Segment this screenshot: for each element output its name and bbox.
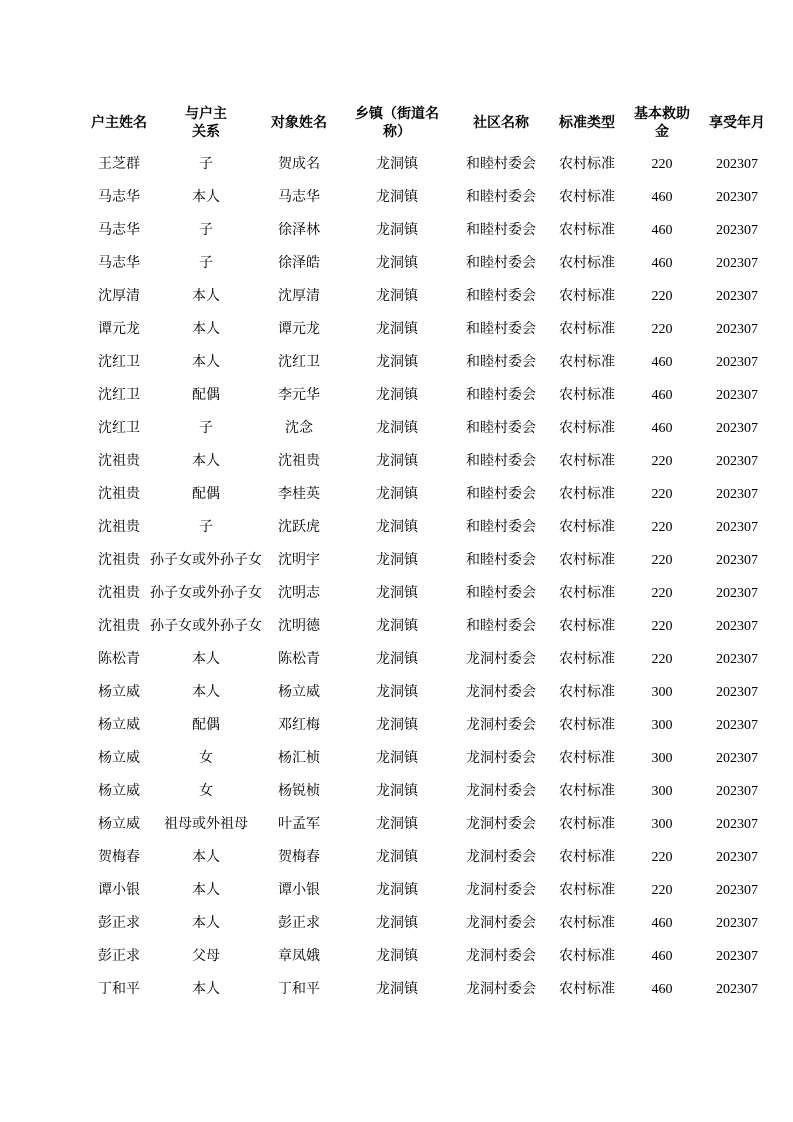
cell-period: 202307 [716,784,758,799]
cell-community: 和睦村委会 [466,289,536,304]
cell-relationship [150,544,262,577]
table-row [88,379,780,412]
relationship-text: 子 [199,421,213,436]
cell-relationship [150,346,262,379]
cell-member_name: 杨锐桢 [278,784,320,799]
table-header [88,99,780,148]
cell-relationship [150,742,262,775]
cell-basic_amount: 460 [651,256,673,271]
cell-relationship [150,511,262,544]
relationship-text: 本人 [192,652,220,667]
cell-period: 202307 [716,322,758,337]
cell-relationship [150,148,262,181]
cell-period: 202307 [716,190,758,205]
cell-basic_amount: 460 [651,982,673,997]
cell-community: 和睦村委会 [466,256,536,271]
cell-community: 和睦村委会 [466,322,536,337]
cell-township: 龙洞镇 [376,619,418,634]
table-row [88,907,780,940]
cell-household_head: 杨立威 [98,685,140,700]
cell-basic_amount: 220 [651,454,673,469]
cell-relationship [150,643,262,676]
cell-community: 和睦村委会 [466,454,536,469]
cell-relationship [150,874,262,907]
cell-member_name: 徐泽皓 [278,256,320,271]
cell-township: 龙洞镇 [376,718,418,733]
cell-standard_type: 农村标准 [559,322,615,337]
cell-township: 龙洞镇 [376,586,418,601]
relationship-text: 孙子女或外孙子女 [150,553,262,568]
relationship-text: 本人 [192,289,220,304]
cell-period: 202307 [716,454,758,469]
cell-standard_type: 农村标准 [559,850,615,865]
relationship-text: 本人 [192,454,220,469]
cell-period: 202307 [716,388,758,403]
table-row [88,346,780,379]
cell-relationship [150,841,262,874]
cell-period: 202307 [716,718,758,733]
table-header-row [88,99,780,148]
cell-household_head: 谭元龙 [98,322,140,337]
cell-standard_type: 农村标准 [559,223,615,238]
cell-community: 和睦村委会 [466,421,536,436]
table-row [88,940,780,973]
cell-relationship [150,313,262,346]
cell-standard_type: 农村标准 [559,652,615,667]
column-header-household_head: 户主姓名 [91,115,147,131]
cell-standard_type: 农村标准 [559,586,615,601]
cell-household_head: 陈松青 [98,652,140,667]
cell-basic_amount: 220 [651,850,673,865]
cell-member_name: 沈祖贵 [278,454,320,469]
cell-household_head: 沈祖贵 [98,586,140,601]
cell-member_name: 沈明德 [278,619,320,634]
relationship-text: 本人 [192,850,220,865]
cell-standard_type: 农村标准 [559,784,615,799]
table-row [88,874,780,907]
cell-township: 龙洞镇 [376,916,418,931]
cell-basic_amount: 220 [651,652,673,667]
cell-household_head: 杨立威 [98,751,140,766]
cell-period: 202307 [716,586,758,601]
column-header-period: 享受年月 [709,115,765,131]
cell-period: 202307 [716,223,758,238]
cell-household_head: 彭正求 [98,916,140,931]
cell-basic_amount: 220 [651,322,673,337]
cell-community: 和睦村委会 [466,388,536,403]
table-row [88,808,780,841]
cell-township: 龙洞镇 [376,223,418,238]
cell-period: 202307 [716,421,758,436]
cell-standard_type: 农村标准 [559,982,615,997]
cell-member_name: 陈松青 [278,652,320,667]
cell-basic_amount: 300 [651,685,673,700]
cell-period: 202307 [716,619,758,634]
cell-household_head: 杨立威 [98,817,140,832]
cell-member_name: 马志华 [278,190,320,205]
cell-household_head: 贺梅春 [98,850,140,865]
cell-township: 龙洞镇 [376,982,418,997]
cell-township: 龙洞镇 [376,949,418,964]
relationship-text: 本人 [192,190,220,205]
cell-member_name: 沈跃虎 [278,520,320,535]
cell-period: 202307 [716,751,758,766]
cell-standard_type: 农村标准 [559,685,615,700]
cell-community: 龙洞村委会 [466,949,536,964]
cell-member_name: 沈红卫 [278,355,320,370]
table-row [88,313,780,346]
cell-basic_amount: 460 [651,223,673,238]
cell-relationship [150,808,262,841]
cell-household_head: 王芝群 [98,157,140,172]
column-header-township: 乡镇（街道名 称） [355,106,439,140]
relationship-text: 本人 [192,883,220,898]
relationship-text: 孙子女或外孙子女 [150,619,262,634]
relationship-text: 父母 [192,949,220,964]
cell-member_name: 李桂英 [278,487,320,502]
cell-period: 202307 [716,520,758,535]
cell-member_name: 谭小银 [278,883,320,898]
cell-relationship [150,412,262,445]
cell-relationship [150,940,262,973]
column-header-standard_type: 标准类型 [559,115,615,131]
cell-township: 龙洞镇 [376,322,418,337]
cell-township: 龙洞镇 [376,388,418,403]
table-row [88,643,780,676]
cell-period: 202307 [716,850,758,865]
cell-township: 龙洞镇 [376,487,418,502]
cell-household_head: 马志华 [98,190,140,205]
cell-township: 龙洞镇 [376,652,418,667]
cell-township: 龙洞镇 [376,157,418,172]
cell-relationship [150,577,262,610]
cell-household_head: 杨立威 [98,718,140,733]
cell-period: 202307 [716,652,758,667]
cell-household_head: 杨立威 [98,784,140,799]
cell-community: 和睦村委会 [466,553,536,568]
cell-community: 和睦村委会 [466,487,536,502]
cell-standard_type: 农村标准 [559,388,615,403]
cell-township: 龙洞镇 [376,454,418,469]
cell-relationship [150,907,262,940]
cell-member_name: 邓红梅 [278,718,320,733]
cell-standard_type: 农村标准 [559,355,615,370]
cell-basic_amount: 460 [651,190,673,205]
cell-standard_type: 农村标准 [559,454,615,469]
cell-member_name: 彭正求 [278,916,320,931]
cell-community: 和睦村委会 [466,619,536,634]
cell-community: 和睦村委会 [466,223,536,238]
table-row [88,544,780,577]
cell-community: 和睦村委会 [466,520,536,535]
cell-township: 龙洞镇 [376,817,418,832]
cell-township: 龙洞镇 [376,355,418,370]
relationship-text: 女 [199,784,213,799]
cell-household_head: 彭正求 [98,949,140,964]
cell-community: 龙洞村委会 [466,652,536,667]
cell-basic_amount: 220 [651,619,673,634]
cell-standard_type: 农村标准 [559,190,615,205]
cell-standard_type: 农村标准 [559,949,615,964]
cell-basic_amount: 460 [651,916,673,931]
cell-member_name: 章凤娥 [278,949,320,964]
column-header-member_name: 对象姓名 [271,115,327,131]
cell-basic_amount: 300 [651,718,673,733]
cell-township: 龙洞镇 [376,190,418,205]
table-row [88,742,780,775]
cell-period: 202307 [716,487,758,502]
relationship-text: 本人 [192,355,220,370]
cell-period: 202307 [716,916,758,931]
cell-member_name: 沈念 [285,421,313,436]
cell-community: 和睦村委会 [466,586,536,601]
cell-relationship [150,478,262,511]
cell-standard_type: 农村标准 [559,751,615,766]
cell-community: 龙洞村委会 [466,718,536,733]
table-row [88,511,780,544]
table-row [88,841,780,874]
cell-member_name: 谭元龙 [278,322,320,337]
cell-community: 龙洞村委会 [466,982,536,997]
relationship-text: 子 [199,520,213,535]
cell-period: 202307 [716,256,758,271]
cell-period: 202307 [716,553,758,568]
cell-member_name: 沈明宇 [278,553,320,568]
table-row [88,148,780,181]
table-row [88,412,780,445]
cell-member_name: 沈厚清 [278,289,320,304]
cell-community: 和睦村委会 [466,157,536,172]
cell-household_head: 马志华 [98,223,140,238]
table-row [88,214,780,247]
cell-period: 202307 [716,685,758,700]
table-row [88,676,780,709]
cell-community: 和睦村委会 [466,190,536,205]
column-header-community: 社区名称 [473,115,529,131]
cell-standard_type: 农村标准 [559,157,615,172]
cell-basic_amount: 460 [651,421,673,436]
relationship-text: 子 [199,223,213,238]
cell-standard_type: 农村标准 [559,256,615,271]
cell-member_name: 贺梅春 [278,850,320,865]
cell-household_head: 沈红卫 [98,355,140,370]
cell-community: 龙洞村委会 [466,817,536,832]
relationship-text: 祖母或外祖母 [164,817,248,832]
cell-standard_type: 农村标准 [559,916,615,931]
cell-township: 龙洞镇 [376,784,418,799]
cell-household_head: 沈红卫 [98,421,140,436]
benefit-table [88,99,780,1006]
cell-member_name: 丁和平 [278,982,320,997]
table-body [88,148,780,1006]
relationship-text: 本人 [192,982,220,997]
cell-community: 龙洞村委会 [466,850,536,865]
relationship-text: 子 [199,256,213,271]
cell-basic_amount: 220 [651,487,673,502]
table-row [88,610,780,643]
relationship-text: 配偶 [192,718,220,733]
cell-household_head: 沈祖贵 [98,553,140,568]
cell-standard_type: 农村标准 [559,553,615,568]
relationship-text: 子 [199,157,213,172]
cell-relationship [150,676,262,709]
cell-township: 龙洞镇 [376,883,418,898]
cell-basic_amount: 220 [651,289,673,304]
relationship-text: 本人 [192,685,220,700]
cell-period: 202307 [716,949,758,964]
cell-relationship [150,775,262,808]
cell-relationship [150,181,262,214]
table-row [88,445,780,478]
cell-relationship [150,610,262,643]
cell-basic_amount: 220 [651,883,673,898]
cell-household_head: 沈厚清 [98,289,140,304]
cell-standard_type: 农村标准 [559,718,615,733]
cell-community: 龙洞村委会 [466,883,536,898]
cell-relationship [150,247,262,280]
cell-household_head: 沈祖贵 [98,487,140,502]
cell-relationship [150,709,262,742]
cell-period: 202307 [716,157,758,172]
table-row [88,709,780,742]
cell-household_head: 谭小银 [98,883,140,898]
cell-basic_amount: 220 [651,520,673,535]
cell-period: 202307 [716,817,758,832]
cell-basic_amount: 220 [651,553,673,568]
cell-basic_amount: 460 [651,355,673,370]
column-header-relationship: 与户主 关系 [185,106,227,140]
cell-period: 202307 [716,982,758,997]
relationship-text: 本人 [192,916,220,931]
cell-household_head: 沈祖贵 [98,520,140,535]
relationship-text: 配偶 [192,388,220,403]
cell-member_name: 贺成名 [278,157,320,172]
cell-standard_type: 农村标准 [559,883,615,898]
cell-member_name: 李元华 [278,388,320,403]
relationship-text: 女 [199,751,213,766]
cell-relationship [150,214,262,247]
cell-township: 龙洞镇 [376,751,418,766]
cell-basic_amount: 460 [651,949,673,964]
cell-period: 202307 [716,883,758,898]
cell-township: 龙洞镇 [376,685,418,700]
cell-township: 龙洞镇 [376,520,418,535]
cell-township: 龙洞镇 [376,553,418,568]
cell-period: 202307 [716,289,758,304]
cell-community: 龙洞村委会 [466,685,536,700]
cell-basic_amount: 460 [651,388,673,403]
cell-relationship [150,973,262,1006]
cell-period: 202307 [716,355,758,370]
cell-community: 龙洞村委会 [466,751,536,766]
cell-basic_amount: 220 [651,157,673,172]
cell-relationship [150,280,262,313]
cell-standard_type: 农村标准 [559,289,615,304]
cell-household_head: 沈红卫 [98,388,140,403]
cell-standard_type: 农村标准 [559,520,615,535]
cell-community: 和睦村委会 [466,355,536,370]
cell-community: 龙洞村委会 [466,784,536,799]
cell-household_head: 丁和平 [98,982,140,997]
relationship-text: 配偶 [192,487,220,502]
cell-basic_amount: 300 [651,817,673,832]
table-row [88,280,780,313]
cell-standard_type: 农村标准 [559,487,615,502]
relationship-text: 本人 [192,322,220,337]
cell-township: 龙洞镇 [376,289,418,304]
cell-relationship [150,445,262,478]
cell-member_name: 叶孟军 [278,817,320,832]
table-row [88,247,780,280]
table-row [88,181,780,214]
cell-basic_amount: 300 [651,751,673,766]
cell-township: 龙洞镇 [376,256,418,271]
cell-household_head: 沈祖贵 [98,454,140,469]
cell-community: 龙洞村委会 [466,916,536,931]
table-row [88,973,780,1006]
cell-member_name: 沈明志 [278,586,320,601]
cell-household_head: 沈祖贵 [98,619,140,634]
cell-township: 龙洞镇 [376,850,418,865]
cell-basic_amount: 300 [651,784,673,799]
cell-township: 龙洞镇 [376,421,418,436]
relationship-text: 孙子女或外孙子女 [150,586,262,601]
cell-member_name: 杨立威 [278,685,320,700]
column-header-basic_amount: 基本救助金 [634,106,690,140]
cell-standard_type: 农村标准 [559,619,615,634]
table-row [88,577,780,610]
table-row [88,478,780,511]
cell-member_name: 杨汇桢 [278,751,320,766]
table-row [88,775,780,808]
cell-basic_amount: 220 [651,586,673,601]
cell-relationship [150,379,262,412]
cell-member_name: 徐泽林 [278,223,320,238]
cell-household_head: 马志华 [98,256,140,271]
cell-standard_type: 农村标准 [559,817,615,832]
cell-standard_type: 农村标准 [559,421,615,436]
